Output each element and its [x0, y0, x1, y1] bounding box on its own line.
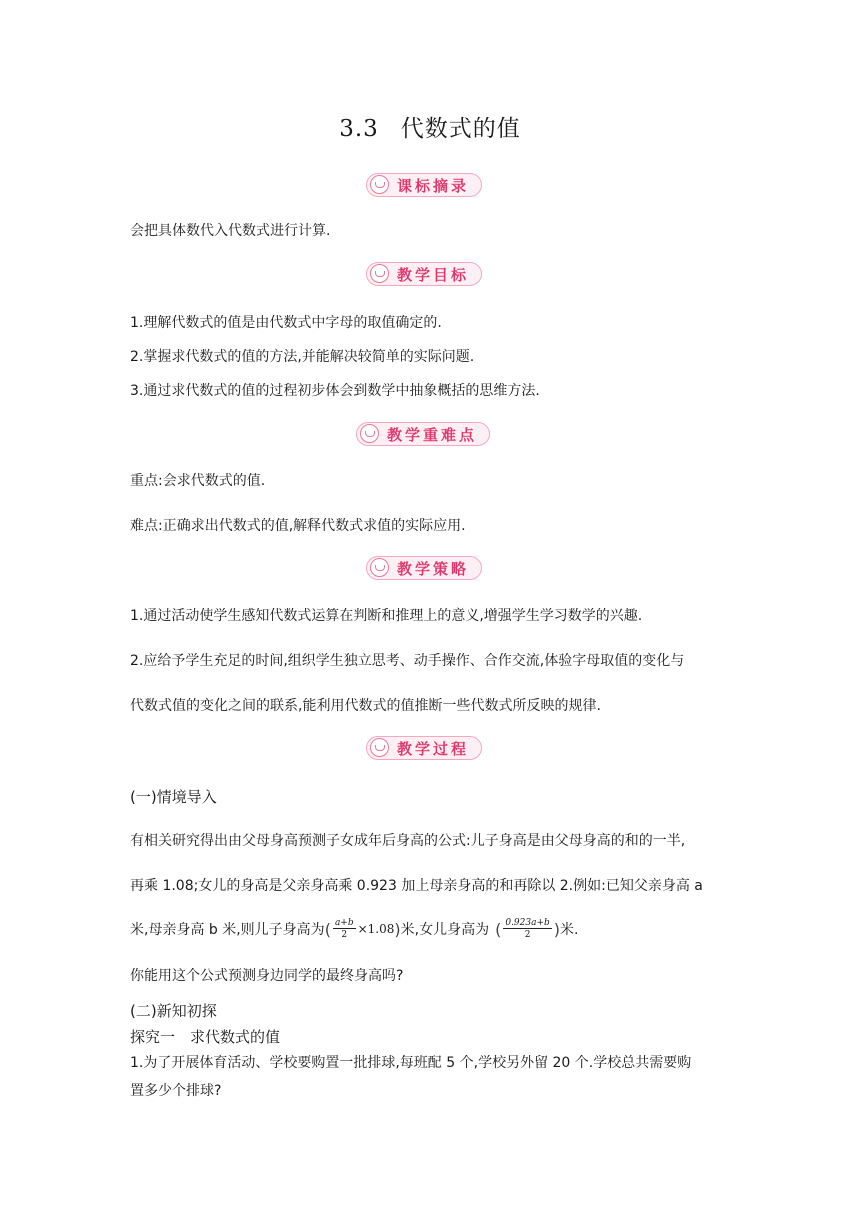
kebiao-text: 会把具体数代入代数式进行计算.: [130, 223, 331, 239]
key-point: 重点:会求代数式的值.: [130, 473, 266, 489]
text-run: 米.: [560, 922, 579, 938]
hand-icon: [370, 264, 389, 283]
difficult-point: 难点:正确求出代数式的值,解释代数式求值的实际应用.: [130, 518, 466, 534]
hand-icon: [360, 424, 379, 443]
text-run: ×1.08: [357, 922, 395, 936]
strategy-item-cont: 代数式值的变化之间的联系,能利用代数式的值推断一些代数式所反映的规律.: [130, 698, 601, 714]
badge-label: 课标摘录: [397, 176, 470, 195]
goal-item: 2.掌握求代数式的值的方法,并能解决较简单的实际问题.: [130, 349, 475, 365]
badge-label: 教学重难点: [387, 425, 478, 444]
page-title: [0, 110, 860, 143]
badge-celue: [366, 556, 482, 580]
strategy-item: 2.应给予学生充足的时间,组织学生独立思考、动手操作、合作交流,体验字母取值的变化与: [130, 653, 685, 669]
bracket: (: [324, 919, 331, 939]
bracket: (: [495, 919, 502, 939]
question: 1.为了开展体育活动、学校要购置一批排球,每班配 5 个,学校另外留 20 个.学校总共需要购: [130, 1055, 692, 1071]
paragraph: 你能用这个公式预测身边同学的最终身高吗?: [130, 968, 404, 984]
goal-item: 3.通过求代数式的值的过程初步体会到数学中抽象概括的思维方法.: [130, 383, 540, 399]
text-run: 米,母亲身高 b 米,则儿子身高为: [130, 922, 325, 938]
badge-zhongnan: [356, 422, 490, 446]
section-heading: (二)新知初探: [130, 1002, 217, 1020]
badge-kebiao: [366, 173, 482, 197]
bracket: ): [394, 919, 401, 939]
bracket: ): [553, 919, 561, 939]
hand-icon: [370, 738, 389, 757]
section-number: 3.3: [339, 116, 379, 142]
formula-line: [130, 918, 578, 940]
section-heading: (一)情境导入: [130, 788, 217, 806]
fraction: [333, 918, 356, 940]
paragraph: 有相关研究得出由父母身高预测子女成年后身高的公式:儿子身高是由父母身高的和的一半,: [130, 833, 686, 849]
question-cont: 置多少个排球?: [130, 1083, 222, 1099]
hand-icon: [370, 558, 389, 577]
badge-guocheng: [366, 736, 482, 760]
section-title: 代数式的值: [400, 116, 521, 142]
numerator: 0.923a+b: [505, 918, 550, 928]
denominator: 2: [524, 930, 531, 940]
text-run: 米,女儿身高为: [400, 922, 490, 938]
paragraph: 再乘 1.08;女儿的身高是父亲身高乘 0.923 加上母亲身高的和再除以 2.例如:已知父亲身高 a: [130, 878, 703, 894]
denominator: 2: [341, 930, 348, 940]
badge-mubiao: [366, 262, 482, 286]
hand-icon: [370, 175, 389, 194]
strategy-item: 1.通过活动使学生感知代数式运算在判断和推理上的意义,增强学生学习数学的兴趣.: [130, 608, 643, 624]
fraction: [503, 918, 551, 940]
badge-label: 教学策略: [397, 559, 470, 578]
numerator: a+b: [334, 918, 354, 928]
goal-item: 1.理解代数式的值是由代数式中字母的取值确定的.: [130, 315, 442, 331]
badge-label: 教学过程: [397, 739, 470, 758]
badge-label: 教学目标: [397, 265, 470, 284]
subsection-heading: 探究一 求代数式的值: [130, 1028, 281, 1046]
